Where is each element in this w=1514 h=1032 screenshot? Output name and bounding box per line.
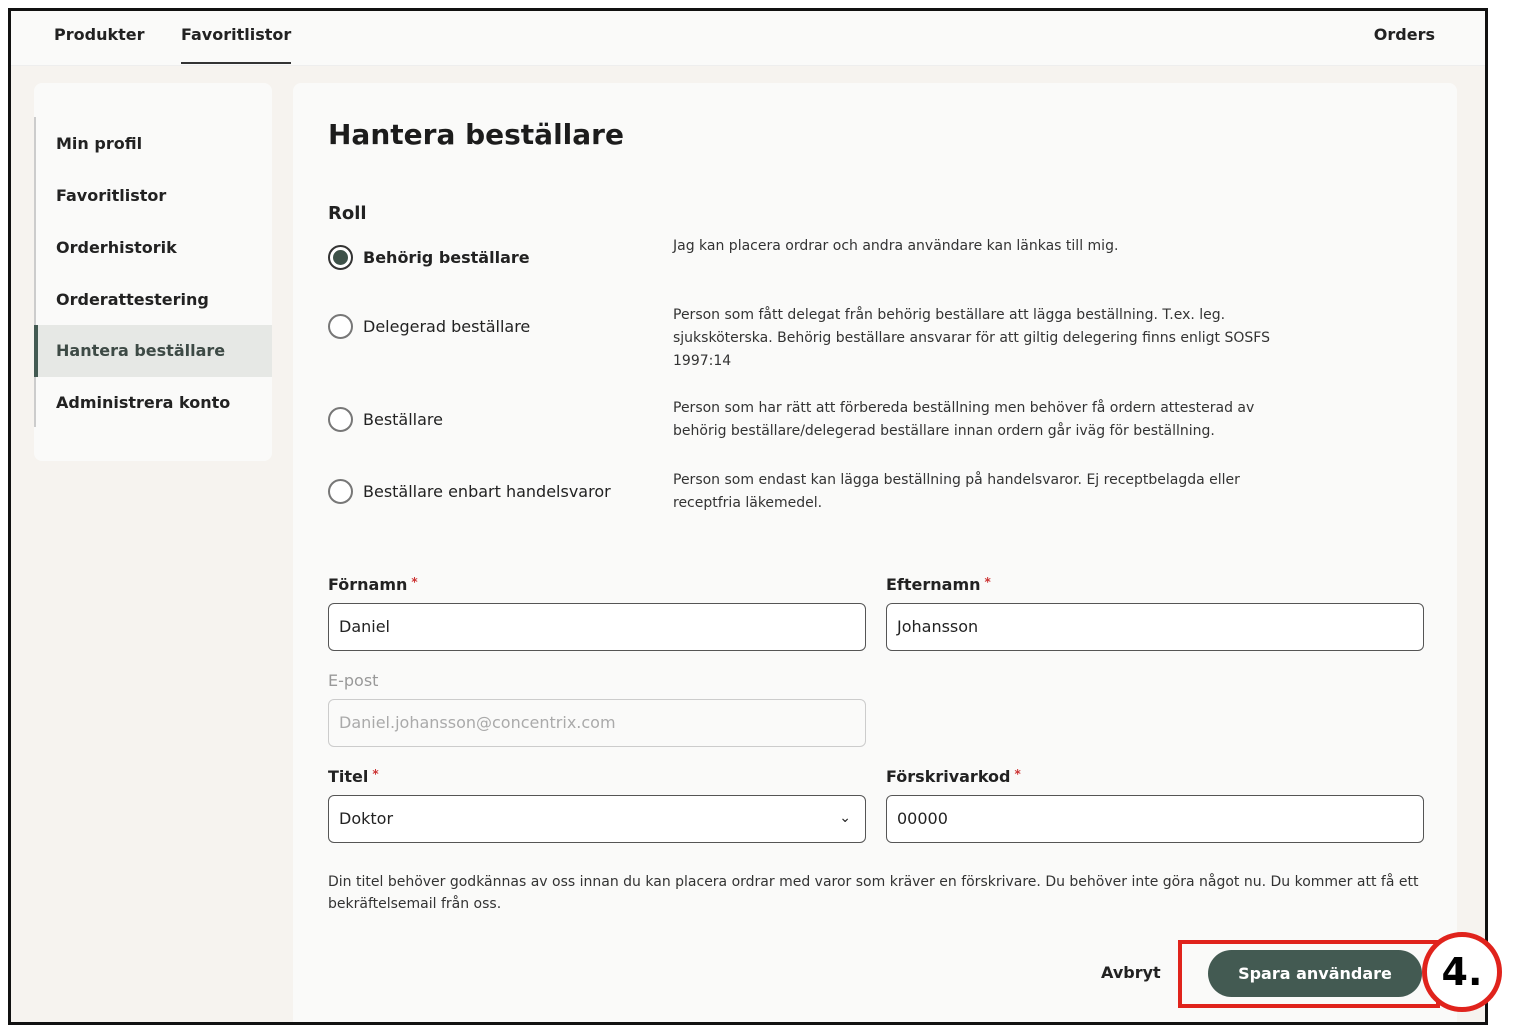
title-select[interactable] [328, 795, 866, 843]
nav-produkter[interactable]: Produkter [54, 25, 145, 44]
radio-unchecked-icon[interactable] [328, 407, 353, 432]
cancel-button[interactable]: Avbryt [1101, 963, 1161, 982]
save-user-button[interactable]: Spara användare [1208, 950, 1422, 997]
sidebar-item-orderattestering[interactable]: Orderattestering [56, 290, 209, 309]
sidebar-item-favoritlistor[interactable]: Favoritlistor [56, 186, 167, 205]
chevron-down-icon: ⌄ [839, 810, 851, 826]
title-select-value: Doktor [339, 809, 394, 828]
page-title: Hantera beställare [328, 118, 624, 151]
prescriber-code-input[interactable]: 00000 [886, 795, 1424, 843]
prescriber-code-label: Förskrivarkod * [886, 767, 1021, 786]
title-label: Titel * [328, 767, 379, 786]
lastname-label: Efternamn * [886, 575, 991, 594]
role-description: Person som fått delegat från behörig beställare att lägga beställning. T.ex. leg. sjuksköterska. Behörig beställare ansvarar för att giltig delegering finns enligt SOSFS 1997:14 [673, 307, 1270, 369]
radio-checked-icon[interactable] [328, 245, 353, 270]
role-description: Person som endast kan lägga beställning på handelsvaror. Ej receptbelagda eller receptfria läkemedel. [673, 472, 1240, 511]
firstname-input[interactable]: Daniel [328, 603, 866, 651]
lastname-input[interactable]: Johansson [886, 603, 1424, 651]
main-card [293, 83, 1457, 1025]
email-input: Daniel.johansson@concentrix.com [328, 699, 866, 747]
radio-delegerad-bestallare[interactable] [328, 314, 530, 339]
firstname-label: Förnamn * [328, 575, 418, 594]
radio-bestallare-handelsvaror[interactable] [328, 479, 611, 504]
role-heading: Roll [328, 203, 367, 224]
app-window [8, 8, 1488, 1025]
nav-orders[interactable]: Orders [1373, 25, 1435, 44]
radio-unchecked-icon[interactable] [328, 314, 353, 339]
nav-favoritlistor[interactable]: Favoritlistor [181, 25, 291, 64]
radio-bestallare[interactable] [328, 407, 443, 432]
radio-behorig-bestallare[interactable] [328, 245, 530, 270]
sidebar-item-administrera-konto[interactable]: Administrera konto [56, 393, 231, 412]
radio-label: Delegerad beställare [363, 317, 531, 336]
email-label: E-post [328, 671, 379, 690]
title-approval-note: Din titel behöver godkännas av oss innan du kan placera ordrar med varor som kräver en förskrivare. Du behöver inte göra något nu. Du kommer att få ett bekräftelsemail från oss. [328, 874, 1419, 912]
radio-unchecked-icon[interactable] [328, 479, 353, 504]
radio-label: Behörig beställare [363, 248, 530, 267]
radio-label: Beställare enbart handelsvaror [363, 482, 611, 501]
top-nav [11, 11, 1485, 66]
sidebar [34, 83, 272, 461]
radio-label: Beställare [363, 410, 443, 429]
step-annotation: 4. [1422, 932, 1502, 1012]
sidebar-item-orderhistorik[interactable]: Orderhistorik [56, 238, 177, 257]
highlight-box [1178, 940, 1440, 1008]
role-description: Person som har rätt att förbereda beställning men behöver få ordern attesterad av behörig beställare/delegerad beställare innan ordern går iväg för beställning. [673, 400, 1255, 439]
role-description: Jag kan placera ordrar och andra användare kan länkas till mig. [673, 238, 1119, 254]
sidebar-item-hantera-bestallare[interactable]: Hantera beställare [34, 325, 272, 377]
sidebar-item-min-profil[interactable]: Min profil [56, 134, 143, 153]
